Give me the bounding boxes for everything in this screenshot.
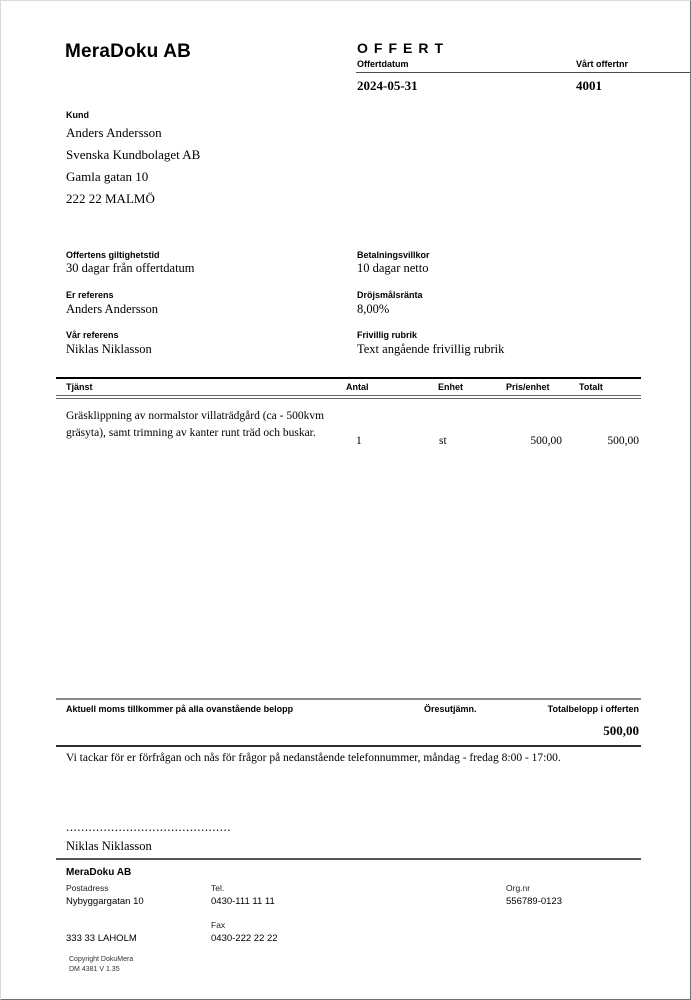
copyright-line: Copyright DokuMera [69, 956, 134, 963]
rounding-label: Öresutjämn. [424, 704, 477, 714]
signature-line: ............................................ [66, 819, 231, 834]
totals-top-rule [56, 698, 641, 700]
table-row-service-description: Gräsklippning av normalstor villaträdgård (ca - 500kvm gräsyta), samt trimning av kanter runt träd och buskar. [66, 410, 325, 439]
validity-label: Offertens giltighetstid [66, 250, 160, 260]
late-interest-label: Dröjsmålsränta [357, 290, 423, 300]
offer-date-label: Offertdatum [357, 59, 409, 69]
header-divider [356, 72, 690, 73]
footer-tel-value: 0430-111 11 11 [211, 896, 275, 907]
your-reference-value: Anders Andersson [66, 302, 159, 316]
table-row-total: 500,00 [607, 435, 639, 447]
validity-value: 30 dagar från offertdatum [66, 261, 195, 275]
footer-company-name: MeraDoku AB [66, 867, 132, 878]
customer-label: Kund [66, 110, 89, 120]
footer-orgnr-label: Org.nr [506, 883, 531, 893]
footer-tel-label: Tel. [211, 883, 225, 893]
total-amount-value: 500,00 [603, 723, 639, 738]
late-interest-value: 8,00% [357, 302, 390, 316]
footer-fax-value: 0430-222 22 22 [211, 933, 278, 944]
footer-city: 333 33 LAHOLM [66, 933, 137, 944]
footer-rule [56, 858, 641, 860]
table-top-rule [56, 377, 641, 379]
total-amount-label: Totalbelopp i offerten [547, 704, 639, 714]
column-header-quantity: Antal [346, 382, 369, 392]
footer-fax-label: Fax [211, 920, 226, 930]
optional-heading-value: Text angående frivillig rubrik [357, 342, 505, 356]
customer-street: Gamla gatan 10 [66, 169, 149, 184]
column-header-unit-price: Pris/enhet [506, 382, 550, 392]
payment-terms-value: 10 dagar netto [357, 261, 429, 275]
template-version: DM 4381 V 1.35 [69, 966, 120, 973]
payment-terms-label: Betalningsvillkor [357, 250, 430, 260]
vat-note: Aktuell moms tillkommer på alla ovanstående belopp [66, 704, 294, 714]
copyright-block [69, 955, 133, 975]
sender-company-name: MeraDoku AB [65, 41, 192, 62]
document-type-title: OFFERT [357, 40, 449, 56]
table-row-quantity: 1 [356, 435, 362, 447]
closing-thanks-text: Vi tackar för er förfrågan och nås för frågor på nedanstående telefonnummer, måndag - fredag 8:00 - 17:00. [66, 752, 561, 764]
customer-company: Svenska Kundbolaget AB [66, 147, 201, 162]
table-header-rule [56, 395, 641, 399]
signature-name: Niklas Niklasson [66, 839, 152, 853]
footer-orgnr-value: 556789-0123 [506, 896, 562, 907]
offer-number-value: 4001 [576, 78, 602, 93]
our-reference-label: Vår referens [66, 330, 119, 340]
column-header-total: Totalt [579, 382, 603, 392]
table-row-unit-price: 500,00 [530, 435, 562, 447]
offer-number-label: Vårt offertnr [576, 59, 629, 69]
table-row-unit: st [439, 435, 447, 447]
footer-street: Nybyggargatan 10 [66, 896, 144, 907]
column-header-unit: Enhet [438, 382, 464, 392]
customer-city: 222 22 MALMÖ [66, 191, 155, 206]
column-header-service: Tjänst [66, 382, 93, 392]
our-reference-value: Niklas Niklasson [66, 342, 152, 356]
totals-bottom-rule [56, 745, 641, 747]
optional-heading-label: Frivillig rubrik [357, 330, 418, 340]
customer-name: Anders Andersson [66, 125, 162, 140]
customer-address-block [66, 122, 200, 210]
footer-postal-address-label: Postadress [66, 883, 109, 893]
offer-date-value: 2024-05-31 [357, 78, 418, 93]
your-reference-label: Er referens [66, 290, 114, 300]
